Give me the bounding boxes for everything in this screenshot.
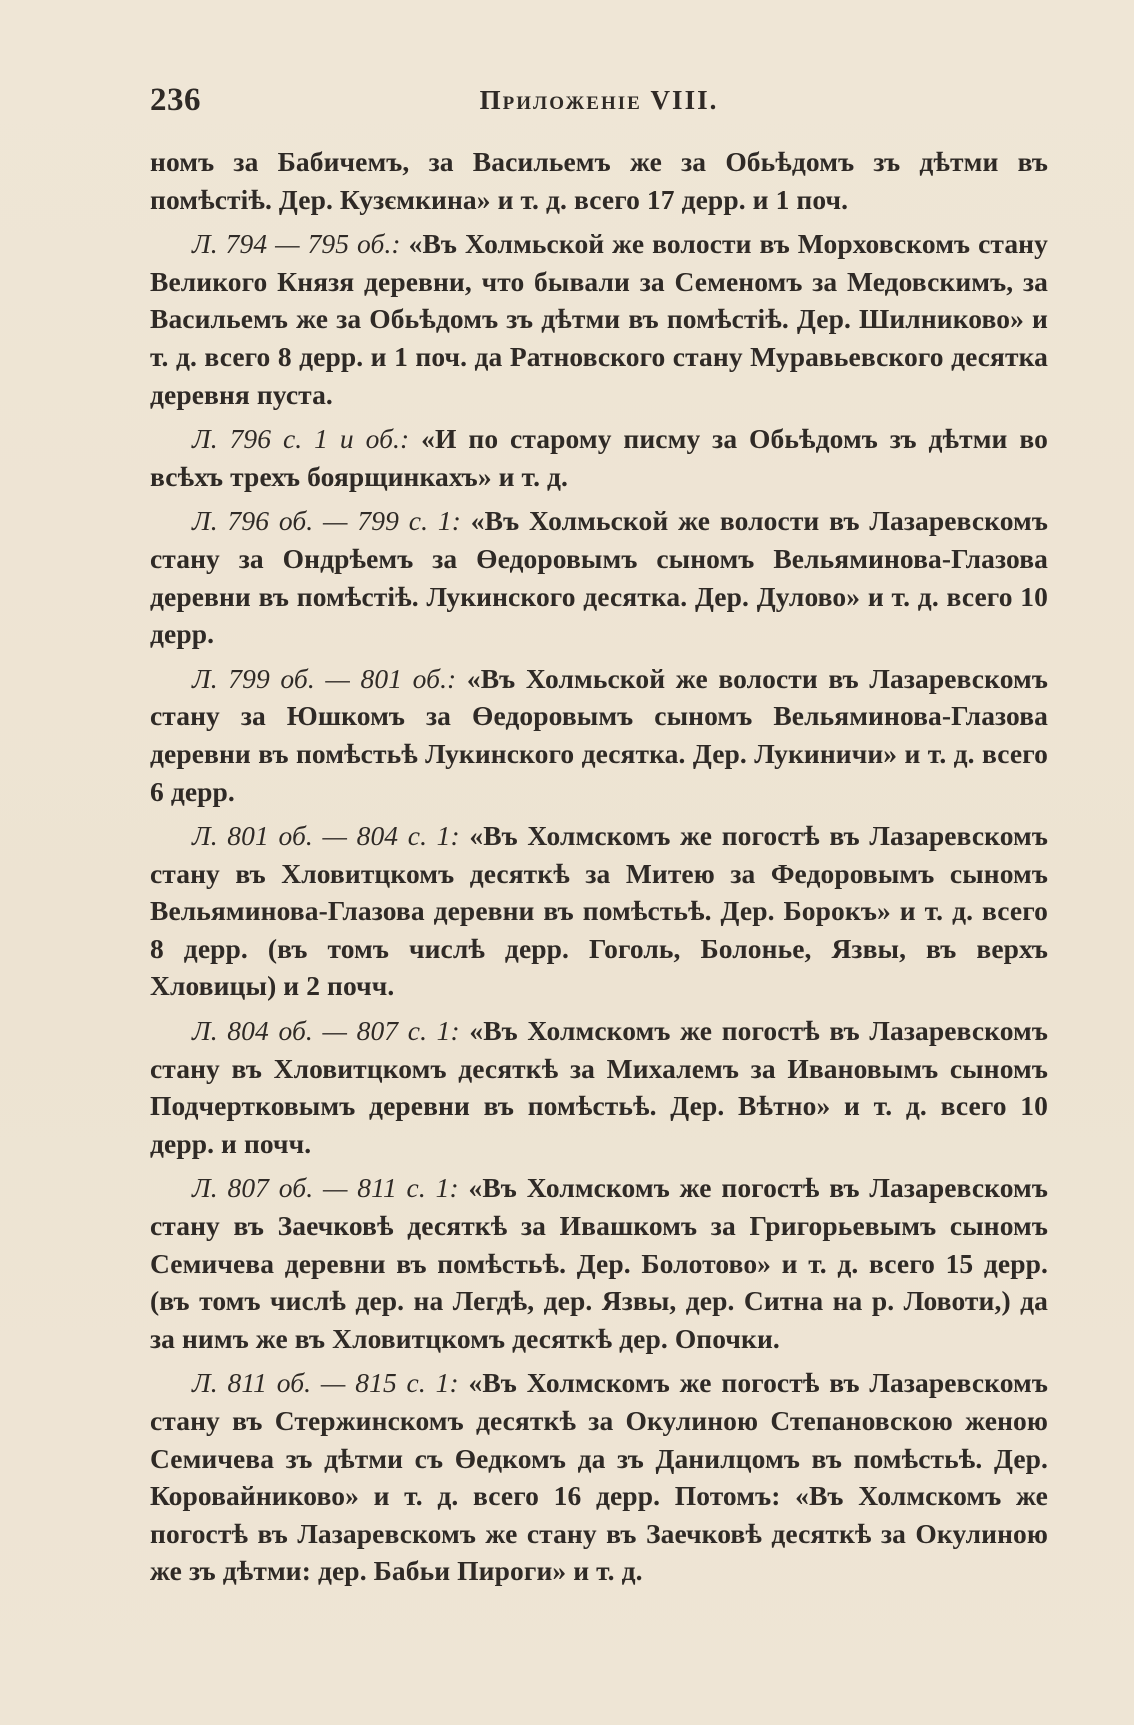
folio-reference: Л. 796 с. 1 и об.: xyxy=(192,423,410,455)
folio-reference: Л. 794 — 795 об.: xyxy=(192,228,401,260)
paragraph xyxy=(150,225,1048,413)
paragraph-text: «Въ Холмскомъ же погостѣ въ Лазаревскомъ стану въ Хловитцкомъ десяткѣ за Митею за Федоровымъ сыномъ Вельяминова-Глазова деревни въ помѣстьѣ. Дер. Борокъ» и т. д. всего 8 дерр. (въ томъ числѣ дерр. Гоголь, Болонье, Язвы, въ верхъ Хловицы) и 2 почч. xyxy=(150,820,1048,1002)
folio-reference: Л. 804 об. — 807 с. 1: xyxy=(192,1015,460,1047)
paragraph-text: «Въ Холмьской же волости въ Морховскомъ стану Великого Князя деревни, что бывали за Семеномъ за Медовскимъ, за Васильемъ же за Обьѣдомъ зъ дѣтми въ помѣстіѣ. Дер. Шилниково» и т. д. всего 8 дерр. и 1 поч. да Ратновского стану Муравьевского десятка деревня пуста. xyxy=(150,228,1048,410)
folio-reference: Л. 796 об. — 799 с. 1: xyxy=(192,505,461,537)
page-header xyxy=(150,82,1048,122)
paragraph-text: номъ за Бабичемъ, за Васильемъ же за Обьѣдомъ зъ дѣтми въ помѣстіѣ. Дер. Кузємкина» и т. д. всего 17 дерр. и 1 поч. xyxy=(150,146,1048,215)
paragraph xyxy=(150,1364,1048,1590)
paragraph-text: «Въ Холмскомъ же погостѣ въ Лазаревскомъ стану въ Стержинскомъ десяткѣ за Окулиною Степановскою женою Семичева зъ дѣтми съ Өедкомъ да зъ Данилцомъ въ помѣстьѣ. Дер. Коровайниково» и т. д. всего 16 дерр. Потомъ: «Въ Холмскомъ же погостѣ въ Лазаревскомъ же стану въ Заечковѣ десяткѣ за Окулиною же зъ дѣтми: дер. Бабьи Пироги» и т. д. xyxy=(150,1367,1048,1587)
text-body xyxy=(150,143,1048,1597)
paragraph-text: «Въ Холмскомъ же погостѣ въ Лазаревскомъ стану въ Заечковѣ десяткѣ за Ивашкомъ за Григорьевымъ сыномъ Семичева деревни въ помѣстьѣ. Дер. Болотово» и т. д. всего 15 дерр. (въ томъ числѣ дер. на Легдѣ, дер. Язвы, дер. Ситна на р. Ловоти,) да за нимъ же въ Хловитцкомъ десяткѣ дер. Опочки. xyxy=(150,1172,1048,1354)
page-number: 236 xyxy=(150,82,201,118)
paragraph xyxy=(150,420,1048,495)
paragraph xyxy=(150,502,1048,652)
paragraph xyxy=(150,143,1048,218)
paragraph xyxy=(150,1012,1048,1162)
paragraph-text: «Въ Холмскомъ же погостѣ въ Лазаревскомъ стану въ Хловитцкомъ десяткѣ за Михалемъ за Ивановымъ сыномъ Подчертковымъ деревни въ помѣстьѣ. Дер. Вѣтно» и т. д. всего 10 дерр. и почч. xyxy=(150,1015,1048,1159)
paragraph xyxy=(150,1169,1048,1357)
folio-reference: Л. 801 об. — 804 с. 1: xyxy=(192,820,460,852)
paragraph-text: «И по старому писму за Обьѣдомъ зъ дѣтми во всѣхъ трехъ боярщинкахъ» и т. д. xyxy=(150,423,1048,492)
paragraph xyxy=(150,817,1048,1005)
paragraph-text: «Въ Холмьской же волости въ Лазаревскомъ стану за Юшкомъ за Өедоровымъ сыномъ Вельяминова-Глазова деревни въ помѣстьѣ Лукинского десятка. Дер. Лукиничи» и т. д. всего 6 дерр. xyxy=(150,662,1048,807)
folio-reference: Л. 807 об. — 811 с. 1: xyxy=(192,1172,459,1204)
paragraph-text: «Въ Холмьской же волости въ Лазаревскомъ стану за Ондрѣемъ за Өедоровымъ сыномъ Вельяминова-Глазова деревни въ помѣстіѣ. Лукинского десятка. Дер. Дулово» и т. д. всего 10 дерр. xyxy=(150,505,1048,650)
folio-reference: Л. 799 об. — 801 об.: xyxy=(192,662,457,694)
folio-reference: Л. 811 об. — 815 с. 1: xyxy=(192,1367,459,1399)
running-head: Приложеніе VIII. xyxy=(479,85,719,115)
paragraph xyxy=(150,660,1048,810)
